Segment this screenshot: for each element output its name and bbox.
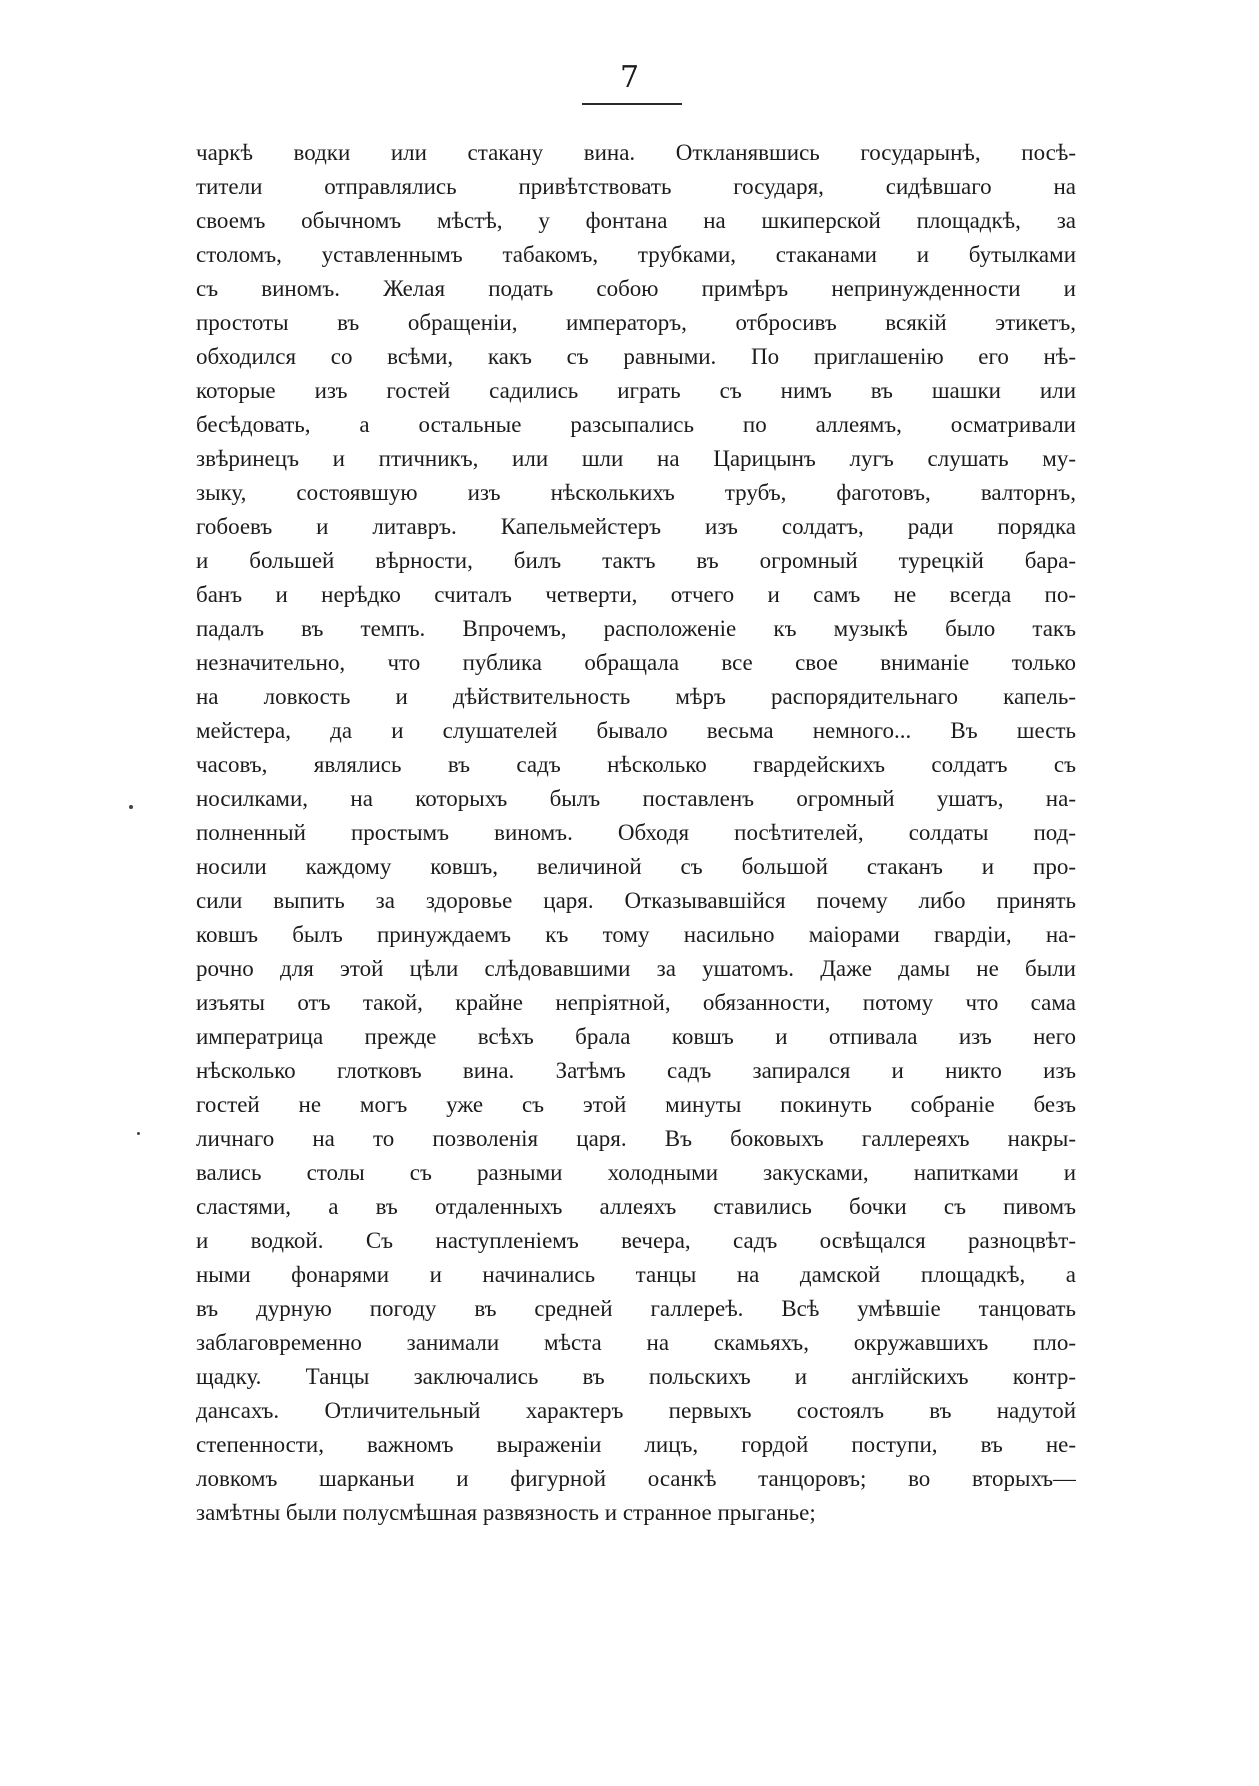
text-line: носилками, на которыхъ былъ поставленъ огромный ушатъ, на- xyxy=(196,786,1076,811)
margin-speck xyxy=(137,1132,140,1135)
text-line: которые изъ гостей садились играть съ нимъ въ шашки или xyxy=(196,378,1076,403)
text-line: съ виномъ. Желая подать собою примѣръ непринужденности и xyxy=(196,276,1076,301)
text-line: гобоевъ и литавръ. Капельмейстеръ изъ солдатъ, ради порядка xyxy=(196,514,1076,539)
text-line: и большей вѣрности, билъ тактъ въ огромный турецкій бара- xyxy=(196,548,1076,573)
text-line: тители отправлялись привѣтствовать государя, сидѣвшаго на xyxy=(196,174,1076,199)
page-number-rule xyxy=(582,103,682,105)
text-line: падалъ въ темпъ. Впрочемъ, расположеніе къ музыкѣ было такъ xyxy=(196,616,1076,641)
text-line: сластями, а въ отдаленныхъ аллеяхъ ставились бочки съ пивомъ xyxy=(196,1194,1076,1219)
text-line: рочно для этой цѣли слѣдовавшими за ушатомъ. Даже дамы не были xyxy=(196,956,1076,981)
text-line: столомъ, уставленнымъ табакомъ, трубками, стаканами и бутылками xyxy=(196,242,1076,267)
text-line: изъяты отъ такой, крайне непріятной, обязанности, потому что сама xyxy=(196,990,1076,1015)
margin-speck xyxy=(129,805,133,809)
text-line: чаркѣ водки или стакану вина. Откланявшись государынѣ, посѣ- xyxy=(196,140,1076,165)
text-line: мейстера, да и слушателей бывало весьма немного... Въ шесть xyxy=(196,718,1076,743)
text-line: на ловкость и дѣйствительность мѣръ распорядительнаго капель- xyxy=(196,684,1076,709)
text-line: обходился со всѣми, какъ съ равными. По приглашенію его нѣ- xyxy=(196,344,1076,369)
text-line: простоты въ обращеніи, императоръ, отбросивъ всякій этикетъ, xyxy=(196,310,1076,335)
text-line: ковшъ былъ принуждаемъ къ тому насильно маіорами гвардіи, на- xyxy=(196,922,1076,947)
text-line: полненный простымъ виномъ. Обходя посѣтителей, солдаты под- xyxy=(196,820,1076,845)
text-line: зыку, состоявшую изъ нѣсколькихъ трубъ, фаготовъ, валторнъ, xyxy=(196,480,1076,505)
text-line: вались столы съ разными холодными закусками, напитками и xyxy=(196,1160,1076,1185)
text-line: замѣтны были полусмѣшная развязность и странное прыганье; xyxy=(196,1500,816,1525)
text-line: императрица прежде всѣхъ брала ковшъ и отпивала изъ него xyxy=(196,1024,1076,1049)
text-line: незначительно, что публика обращала все свое вниманіе только xyxy=(196,650,1076,675)
text-line: щадку. Танцы заключались въ польскихъ и англійскихъ контр- xyxy=(196,1364,1076,1389)
text-line: носили каждому ковшъ, величиной съ большой стаканъ и про- xyxy=(196,854,1076,879)
text-line: ловкомъ шарканьи и фигурной осанкѣ танцоровъ; во вторыхъ— xyxy=(196,1466,1076,1491)
text-line: нѣсколько глотковъ вина. Затѣмъ садъ запирался и никто изъ xyxy=(196,1058,1076,1083)
text-line: личнаго на то позволенія царя. Въ боковыхъ галлереяхъ накры- xyxy=(196,1126,1076,1151)
text-line: банъ и нерѣдко считалъ четверти, отчего и самъ не всегда по- xyxy=(196,582,1076,607)
text-line: заблаговременно занимали мѣста на скамьяхъ, окружавшихъ пло- xyxy=(196,1330,1076,1355)
text-line: степенности, важномъ выраженіи лицъ, гордой поступи, въ не- xyxy=(196,1432,1076,1457)
text-line: часовъ, являлись въ садъ нѣсколько гвардейскихъ солдатъ съ xyxy=(196,752,1076,777)
text-line: и водкой. Съ наступленіемъ вечера, садъ освѣщался разноцвѣт- xyxy=(196,1228,1076,1253)
text-line: гостей не могъ уже съ этой минуты покинуть собраніе безъ xyxy=(196,1092,1076,1117)
text-line: дансахъ. Отличительный характеръ первыхъ состоялъ въ надутой xyxy=(196,1398,1076,1423)
text-line: бесѣдовать, а остальные разсыпались по аллеямъ, осматривали xyxy=(196,412,1076,437)
text-line: ными фонарями и начинались танцы на дамской площадкѣ, а xyxy=(196,1262,1076,1287)
text-line: звѣринецъ и птичникъ, или шли на Царицынъ лугъ слушать му- xyxy=(196,446,1076,471)
text-line: въ дурную погоду въ средней галлереѣ. Всѣ умѣвшіе танцовать xyxy=(196,1296,1076,1321)
body-text xyxy=(196,136,1076,1530)
text-line: сили выпить за здоровье царя. Отказывавшійся почему либо принять xyxy=(196,888,1076,913)
text-line: своемъ обычномъ мѣстѣ, у фонтана на шкиперской площадкѣ, за xyxy=(196,208,1076,233)
page-number: 7 xyxy=(619,60,640,95)
